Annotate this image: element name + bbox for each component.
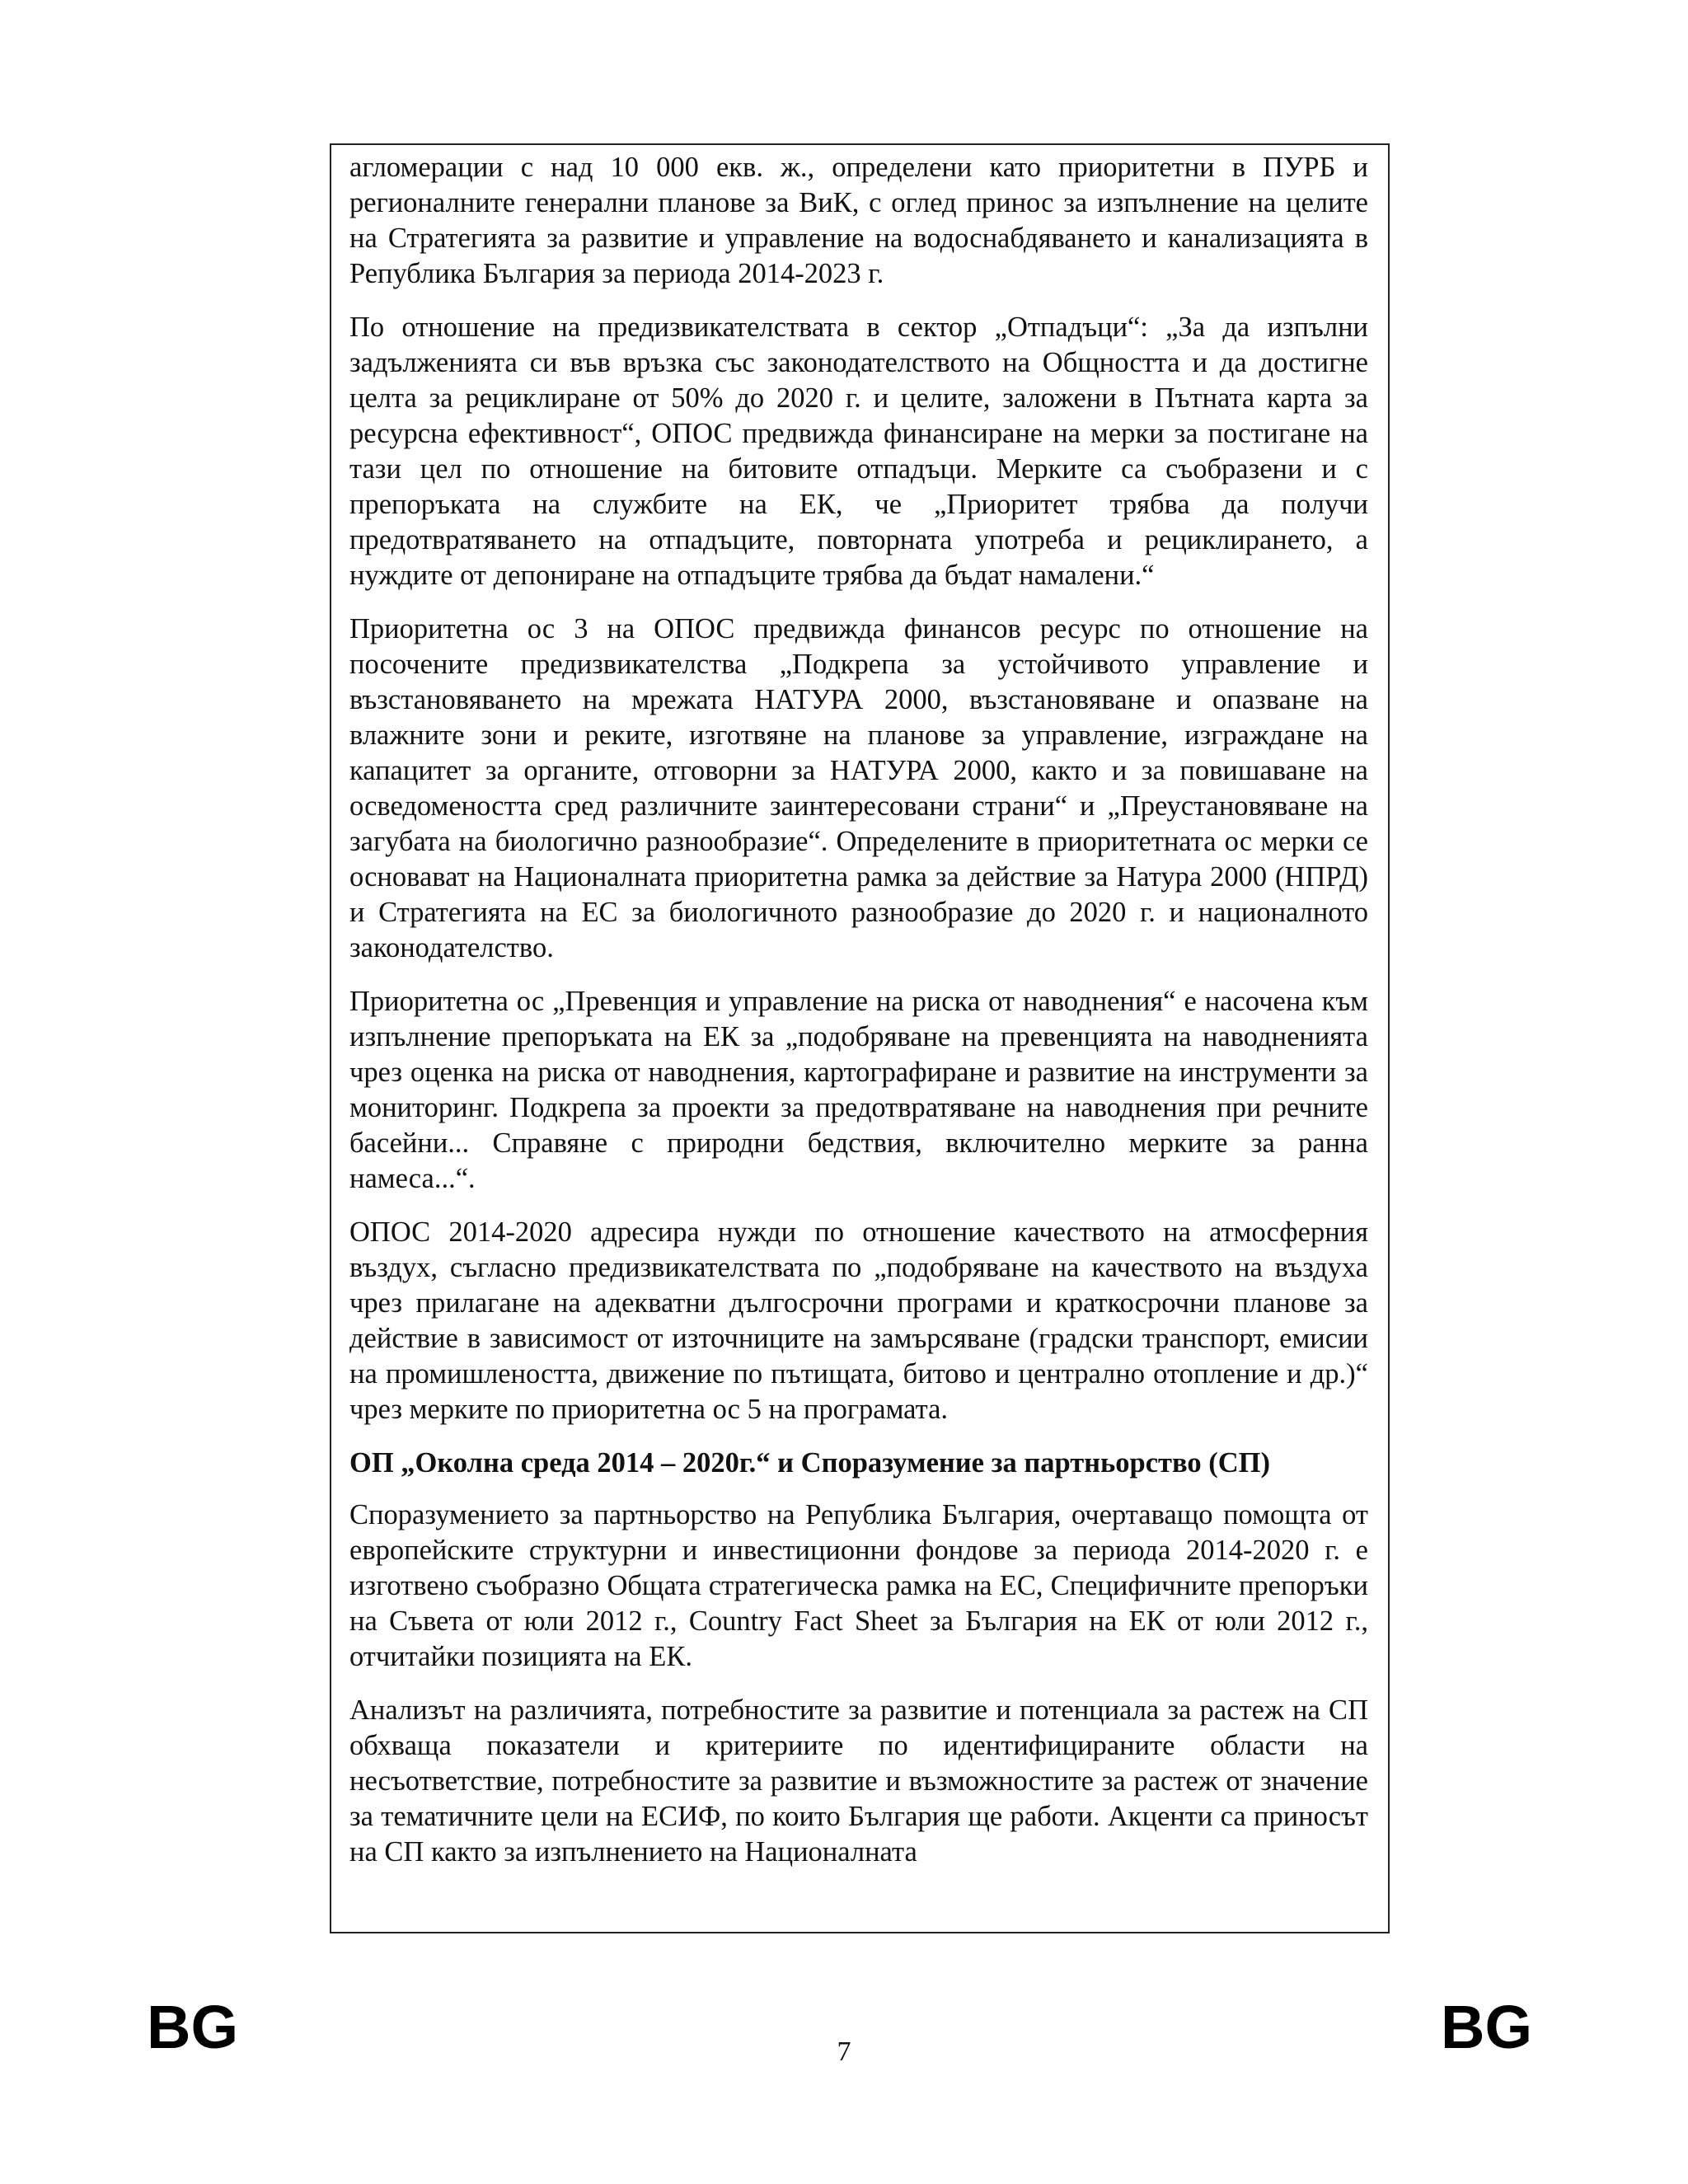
page-number: 7 [837,2036,851,2067]
paragraph-agglomerations: агломерации с над 10 000 екв. ж., определени като приоритетни в ПУРБ и регионалните генерални планове за ВиК, с оглед принос за изпълнение на целите на Стратегията за развитие и управление на водоснабдяването и канализацията в Република България за периода 2014-2023 г. [349,152,1368,289]
paragraph-flood-risk: Приоритетна ос „Превенция и управление на риска от наводнения“ е насочена към изпълнение препоръката на ЕК за „подобряване на превенцията на наводненията чрез оценка на риска от наводнения, картографиране и развитие на инструменти за мониторинг. Подкрепа за проекти за предотвратяване на наводнения при речните басейни... Справяне с природни бедствия, включително мерките за ранна намеса...“. [349,986,1368,1194]
paragraph-air-quality: ОПОС 2014-2020 адресира нужди по отношение качеството на атмосферния въздух, съгласно предизвикателствата по „подобряване на качеството на въздуха чрез прилагане на адекватни дългосрочни програми и краткосрочни планове за действие в зависимост от източниците на замърсяване (градски транспорт, емисии на промишлеността, движение по пътищата, битово и централно отопление и др.)“ чрез мерките по приоритетна ос 5 на програмата. [349,1216,1368,1425]
paragraph-partnership-agreement: Споразумението за партньорство на Република България, очертаващо помощта от европейските структурни и инвестиционни фондове за периода 2014-2020 г. е изготвено съобразно Общата стратегическа рамка на ЕС, Специфичните препоръки на Съвета от юли 2012 г., Country Fact Sheet за България на ЕК от юли 2012 г., отчитайки позицията на ЕК. [349,1499,1368,1672]
footer-bg-label-right: BG [1441,1993,1532,2061]
section-heading: ОП „Околна среда 2014 – 2020г.“ и Споразумение за партньорство (СП) [349,1447,1270,1479]
paragraph-waste-sector: По отношение на предизвикателствата в сектор „Отпадъци“: „За да изпълни задълженията си във връзка със законодателството на Общността и да достигне целта за рециклиране от 50% до 2020 г. и целите, заложени в Пътната карта за ресурсна ефективност“, ОПОС предвижда финансиране на мерки за постигане на тази цел по отношение на битовите отпадъци. Мерките са съобразени и с препоръката на службите на ЕК, че „Приоритет трябва да получи предотвратяването на отпадъците, повторната употреба и рециклирането, а нуждите от депониране на отпадъците трябва да бъдат намалени.“ [349,312,1368,591]
text-box [330,143,1390,1933]
footer-bg-label-left: BG [147,1993,238,2061]
paragraph-priority-axis-3: Приоритетна ос 3 на ОПОС предвижда финансов ресурс по отношение на посочените предизвикателства „Подкрепа за устойчивото управление и възстановяването на мрежата НАТУРА 2000, възстановяване и опазване на влажните зони и реките, изготвяне на планове за управление, изграждане на капацитет за органите, отговорни за НАТУРА 2000, както и за повишаване на осведомеността сред различните заинтересовани страни“ и „Преустановяване на загубата на биологично разнообразие“. Определените в приоритетната ос мерки се основават на Националната приоритетна рамка за действие за Натура 2000 (НПРД) и Стратегията на ЕС за биологичното разнообразие до 2020 г. и националното законодателство. [349,613,1368,963]
paragraph-analysis: Анализът на различията, потребностите за развитие и потенциала за растеж на СП обхваща показатели и критериите по идентифицираните области на несъответствие, потребностите за развитие и възможностите за растеж от значение за тематичните цели на ЕСИФ, по които България ще работи. Акценти са приносът на СП както за изпълнението на Националната [349,1694,1368,1868]
